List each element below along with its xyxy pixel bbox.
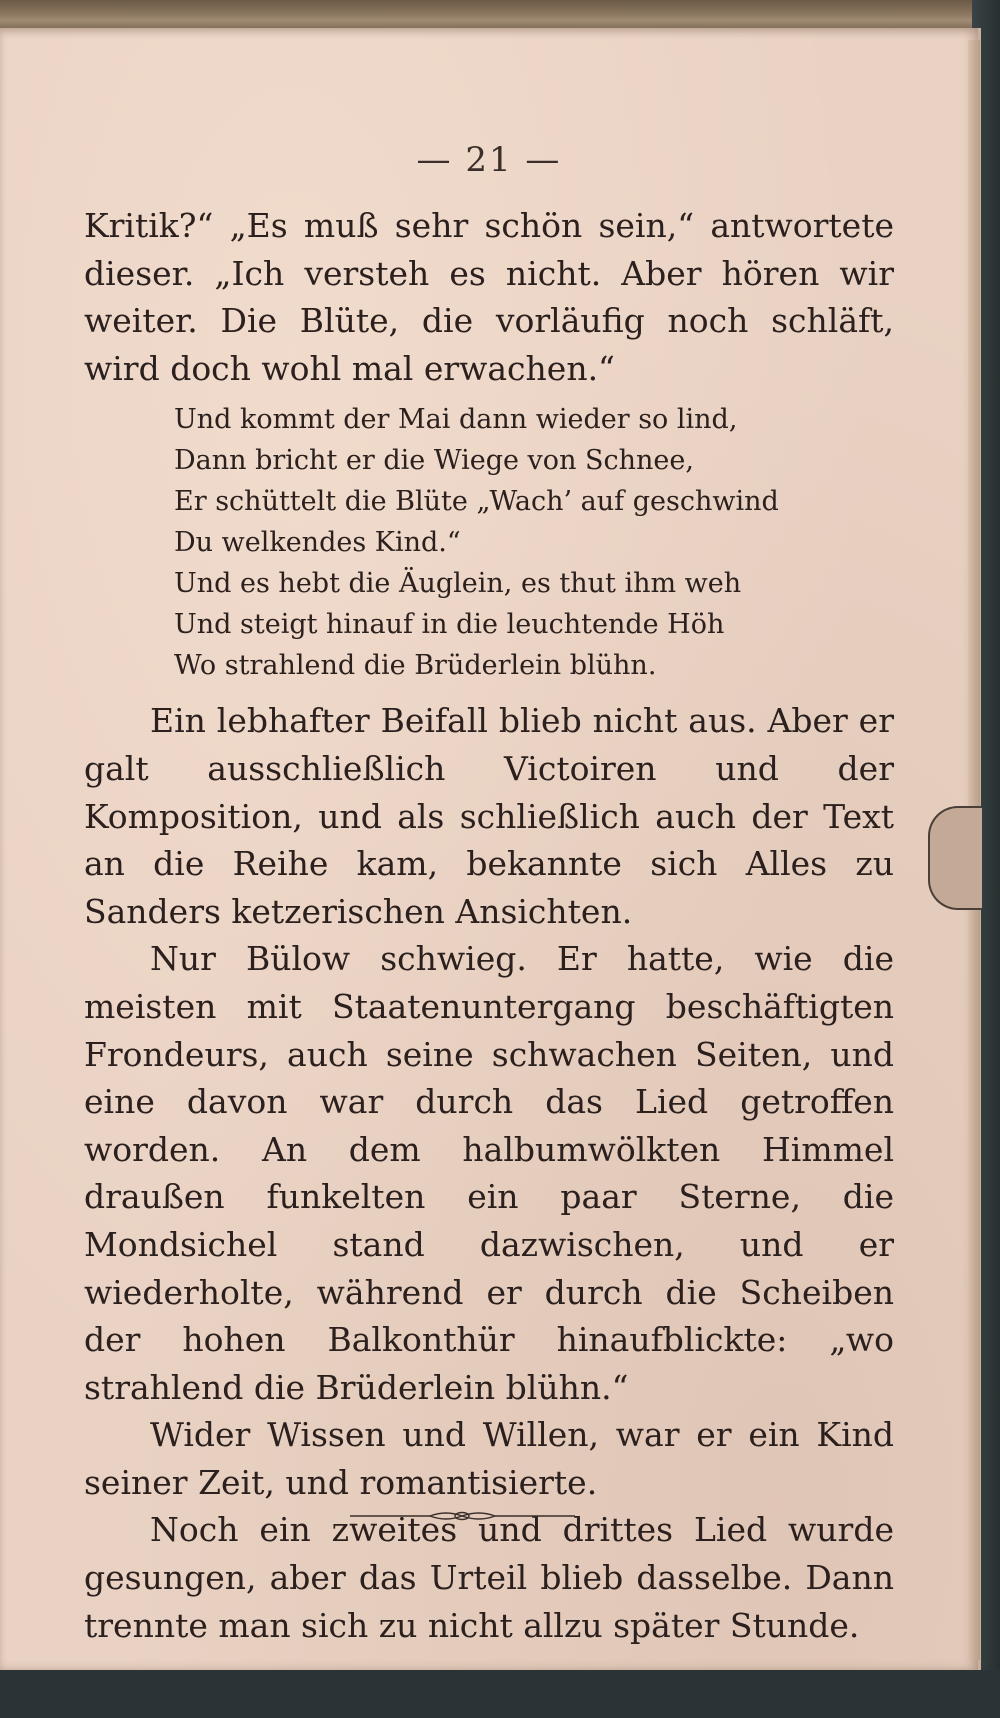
end-ornament	[350, 1508, 575, 1524]
bottom-background	[0, 1670, 1000, 1718]
paragraph-2: Ein lebhafter Beifall blieb nicht aus. Aber er galt ausschließlich Victoiren und der Komposition, und als schließlich auch der Text an die Reihe kam, bekannte sich Alles zu Sanders ketzerischen Ansichten.	[84, 701, 894, 931]
verse-line: Und kommt der Mai dann wieder so lind,	[174, 404, 738, 436]
verse-line: Und es hebt die Äuglein, es thut ihm weh	[174, 568, 742, 600]
page-number: — 21 —	[416, 140, 562, 180]
verse-line: Er schüttelt die Blüte „Wach’ auf geschwind	[174, 486, 779, 518]
paragraph-4: Wider Wissen und Willen, war er ein Kind seiner Zeit, und romantisierte.	[84, 1415, 894, 1502]
verse-line: Dann bricht er die Wiege von Schnee,	[174, 445, 694, 477]
paragraph-5: Noch ein zweites und drittes Lied wurde gesungen, aber das Urteil blieb dasselbe. Dann trennte man sich zu nicht allzu später Stunde.	[84, 1510, 894, 1645]
bookmark-tab	[928, 806, 982, 910]
verse-line: Du welkendes Kind.“	[174, 527, 461, 559]
paragraph-3: Nur Bülow schwieg. Er hatte, wie die meisten mit Staatenuntergang beschäftigten Frondeurs, auch seine schwachen Seiten, und eine davon war durch das Lied getroffen worden. An dem halbumwölkten Himmel draußen funkelten ein paar Sterne, die Mondsichel stand dazwischen, und er wiederholte, während er durch die Scheiben der hohen Balkonthür hinaufblickte: „wo strahlend die Brüderlein blühn.“	[84, 939, 894, 1407]
poem-verse	[84, 399, 894, 686]
verse-line: Und steigt hinauf in die leuchtende Höh	[174, 609, 725, 641]
paragraph-1: Kritik?“ „Es muß sehr schön sein,“ antwortete dieser. „Ich versteh es nicht. Aber hören wir weiter. Die Blüte, die vorläufig noch schläft, wird doch wohl mal erwachen.“	[84, 206, 894, 388]
verse-line: Wo strahlend die Brüderlein blühn.	[174, 650, 657, 682]
page-body	[84, 202, 894, 1649]
